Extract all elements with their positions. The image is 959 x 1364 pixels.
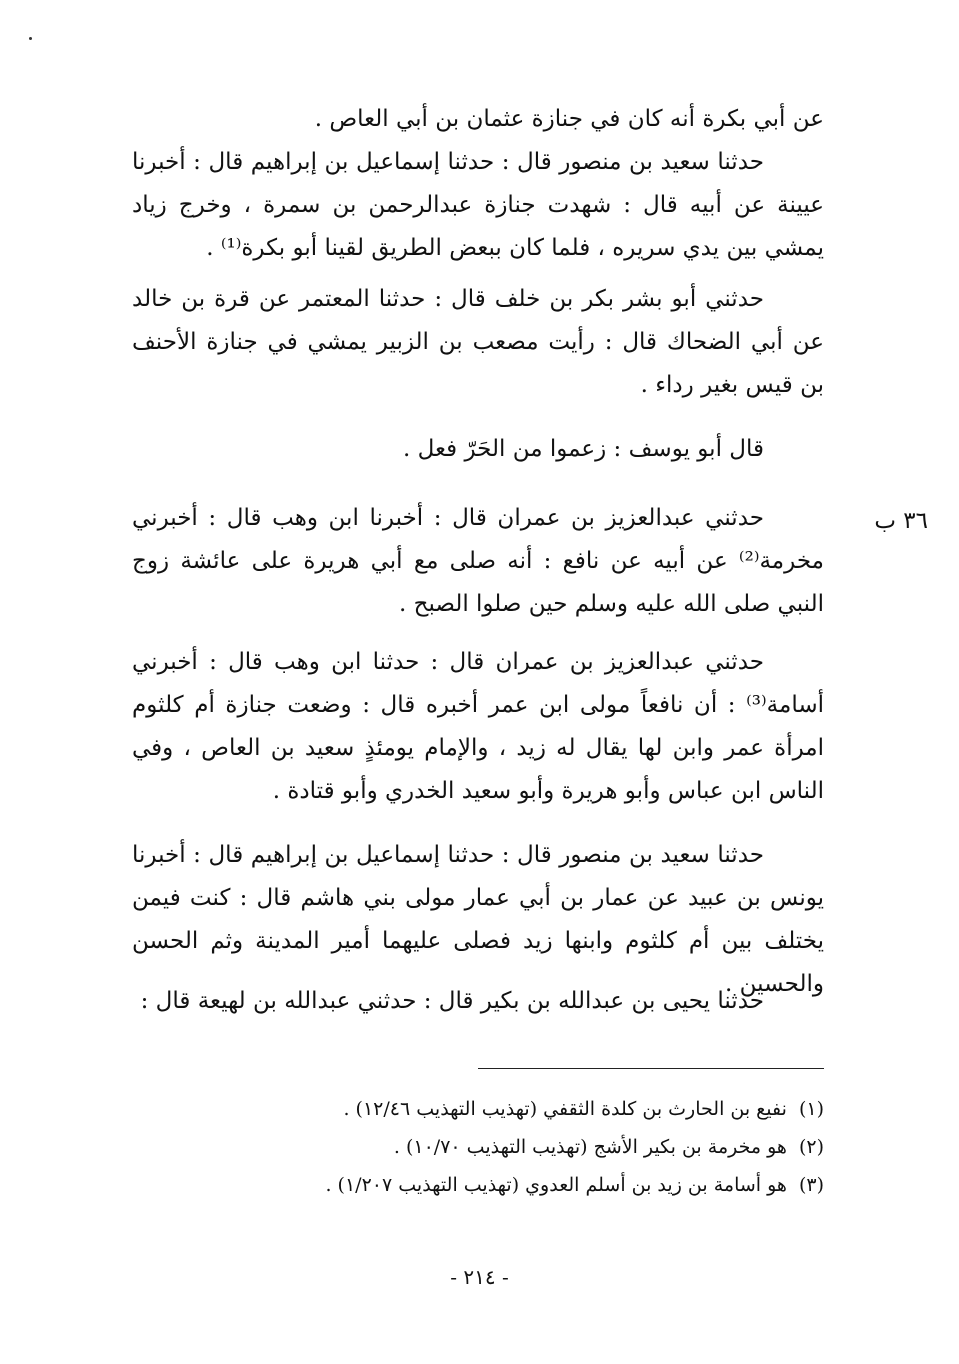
- footnote-1: [200, 1090, 824, 1128]
- paragraph-said-ibn-mansur-1: حدثنا سعيد بن منصور قال : حدثنا إسماعيل بن إبراهيم قال : أخبرنا عيينة عن أبيه قال : شهدت جنازة عبدالرحمن بن سمرة ، وخرج زياد يمشي بين يدي سريره ، فلما كان ببعض الطريق لقينا أبو بكرة⁽¹⁾ .: [132, 149, 824, 261]
- footnote-2: [200, 1128, 824, 1166]
- paragraph-abu-bishr: حدثني أبو بشر بكر بن خلف قال : حدثنا المعتمر عن قرة بن خالد عن أبي الضحاك قال : رأيت مصعب بن الزبير يمشي في جنازة الأحنف بن قيس بغير رداء .: [132, 286, 824, 398]
- marginal-folio-note: ٣٦ ب: [874, 508, 928, 534]
- paragraph-abdulaziz-2: حدثني عبدالعزيز بن عمران قال : حدثنا ابن وهب قال : أخبرني أسامة⁽³⁾ : أن نافعاً مولى ابن عمر أخبره قال : وضعت جنازة أم كلثوم امرأة عمر وابن لها يقال له زيد ، والإمام يومئذٍ سعيد بن العاص ، وفي الناس ابن عباس وأبو هريرة وأبو سعيد الخدري وأبو قتادة .: [132, 649, 824, 804]
- footnote-3: [200, 1166, 824, 1204]
- paragraph-said-ibn-mansur-2: حدثنا سعيد بن منصور قال : حدثنا إسماعيل بن إبراهيم قال : أخبرنا يونس بن عبيد عن عمار بن أبي عمار مولى بني هاشم قال : كنت فيمن يختلف بين أم كلثوم وابنها زيد فصلى عليهما أمير المدينة وثم الحسن والحسين .: [132, 842, 824, 997]
- footnote-rule: [478, 1068, 824, 1069]
- page-number: - ٢١٤ -: [450, 1265, 509, 1289]
- text-block-abdulaziz-2: [132, 641, 824, 813]
- footnote-text: هو مخرمة بن بكير الأشج (تهذيب التهذيب ١٠/٧٠) .: [393, 1136, 787, 1158]
- text-block-top: [132, 98, 824, 407]
- scan-speck: [29, 37, 32, 40]
- footnotes: [200, 1090, 824, 1204]
- footnote-number: (١): [798, 1098, 824, 1120]
- text-block-abu-yusuf: [132, 428, 824, 471]
- paragraph-abdulaziz-1: حدثني عبدالعزيز بن عمران قال : أخبرنا ابن وهب قال : أخبرني مخرمة⁽²⁾ عن أبيه عن نافع : أنه صلى مع أبي هريرة على عائشة زوج النبي صلى الله عليه وسلم حين صلوا الصبح .: [132, 505, 824, 617]
- footnote-text: هو أسامة بن زيد بن أسلم العدوي (تهذيب التهذيب ١/٢٠٧) .: [325, 1174, 787, 1196]
- footnote-text: نفيع بن الحارث بن كلدة الثقفي (تهذيب التهذيب ١٢/٤٦) .: [343, 1098, 787, 1120]
- paragraph-abu-yusuf: قال أبو يوسف : زعموا من الحَرّ فعل .: [403, 436, 764, 462]
- footnote-number: (٣): [798, 1174, 824, 1196]
- paragraph-continuation: عن أبي بكرة أنه كان في جنازة عثمان بن أبي العاص .: [314, 106, 824, 132]
- text-block-abdulaziz-1: [132, 497, 824, 626]
- text-block-yahya: [132, 980, 824, 1023]
- paragraph-yahya: حدثنا يحيى بن عبدالله بن بكير قال : حدثني عبدالله بن لهيعة قال :: [140, 988, 764, 1014]
- footnote-number: (٢): [798, 1136, 824, 1158]
